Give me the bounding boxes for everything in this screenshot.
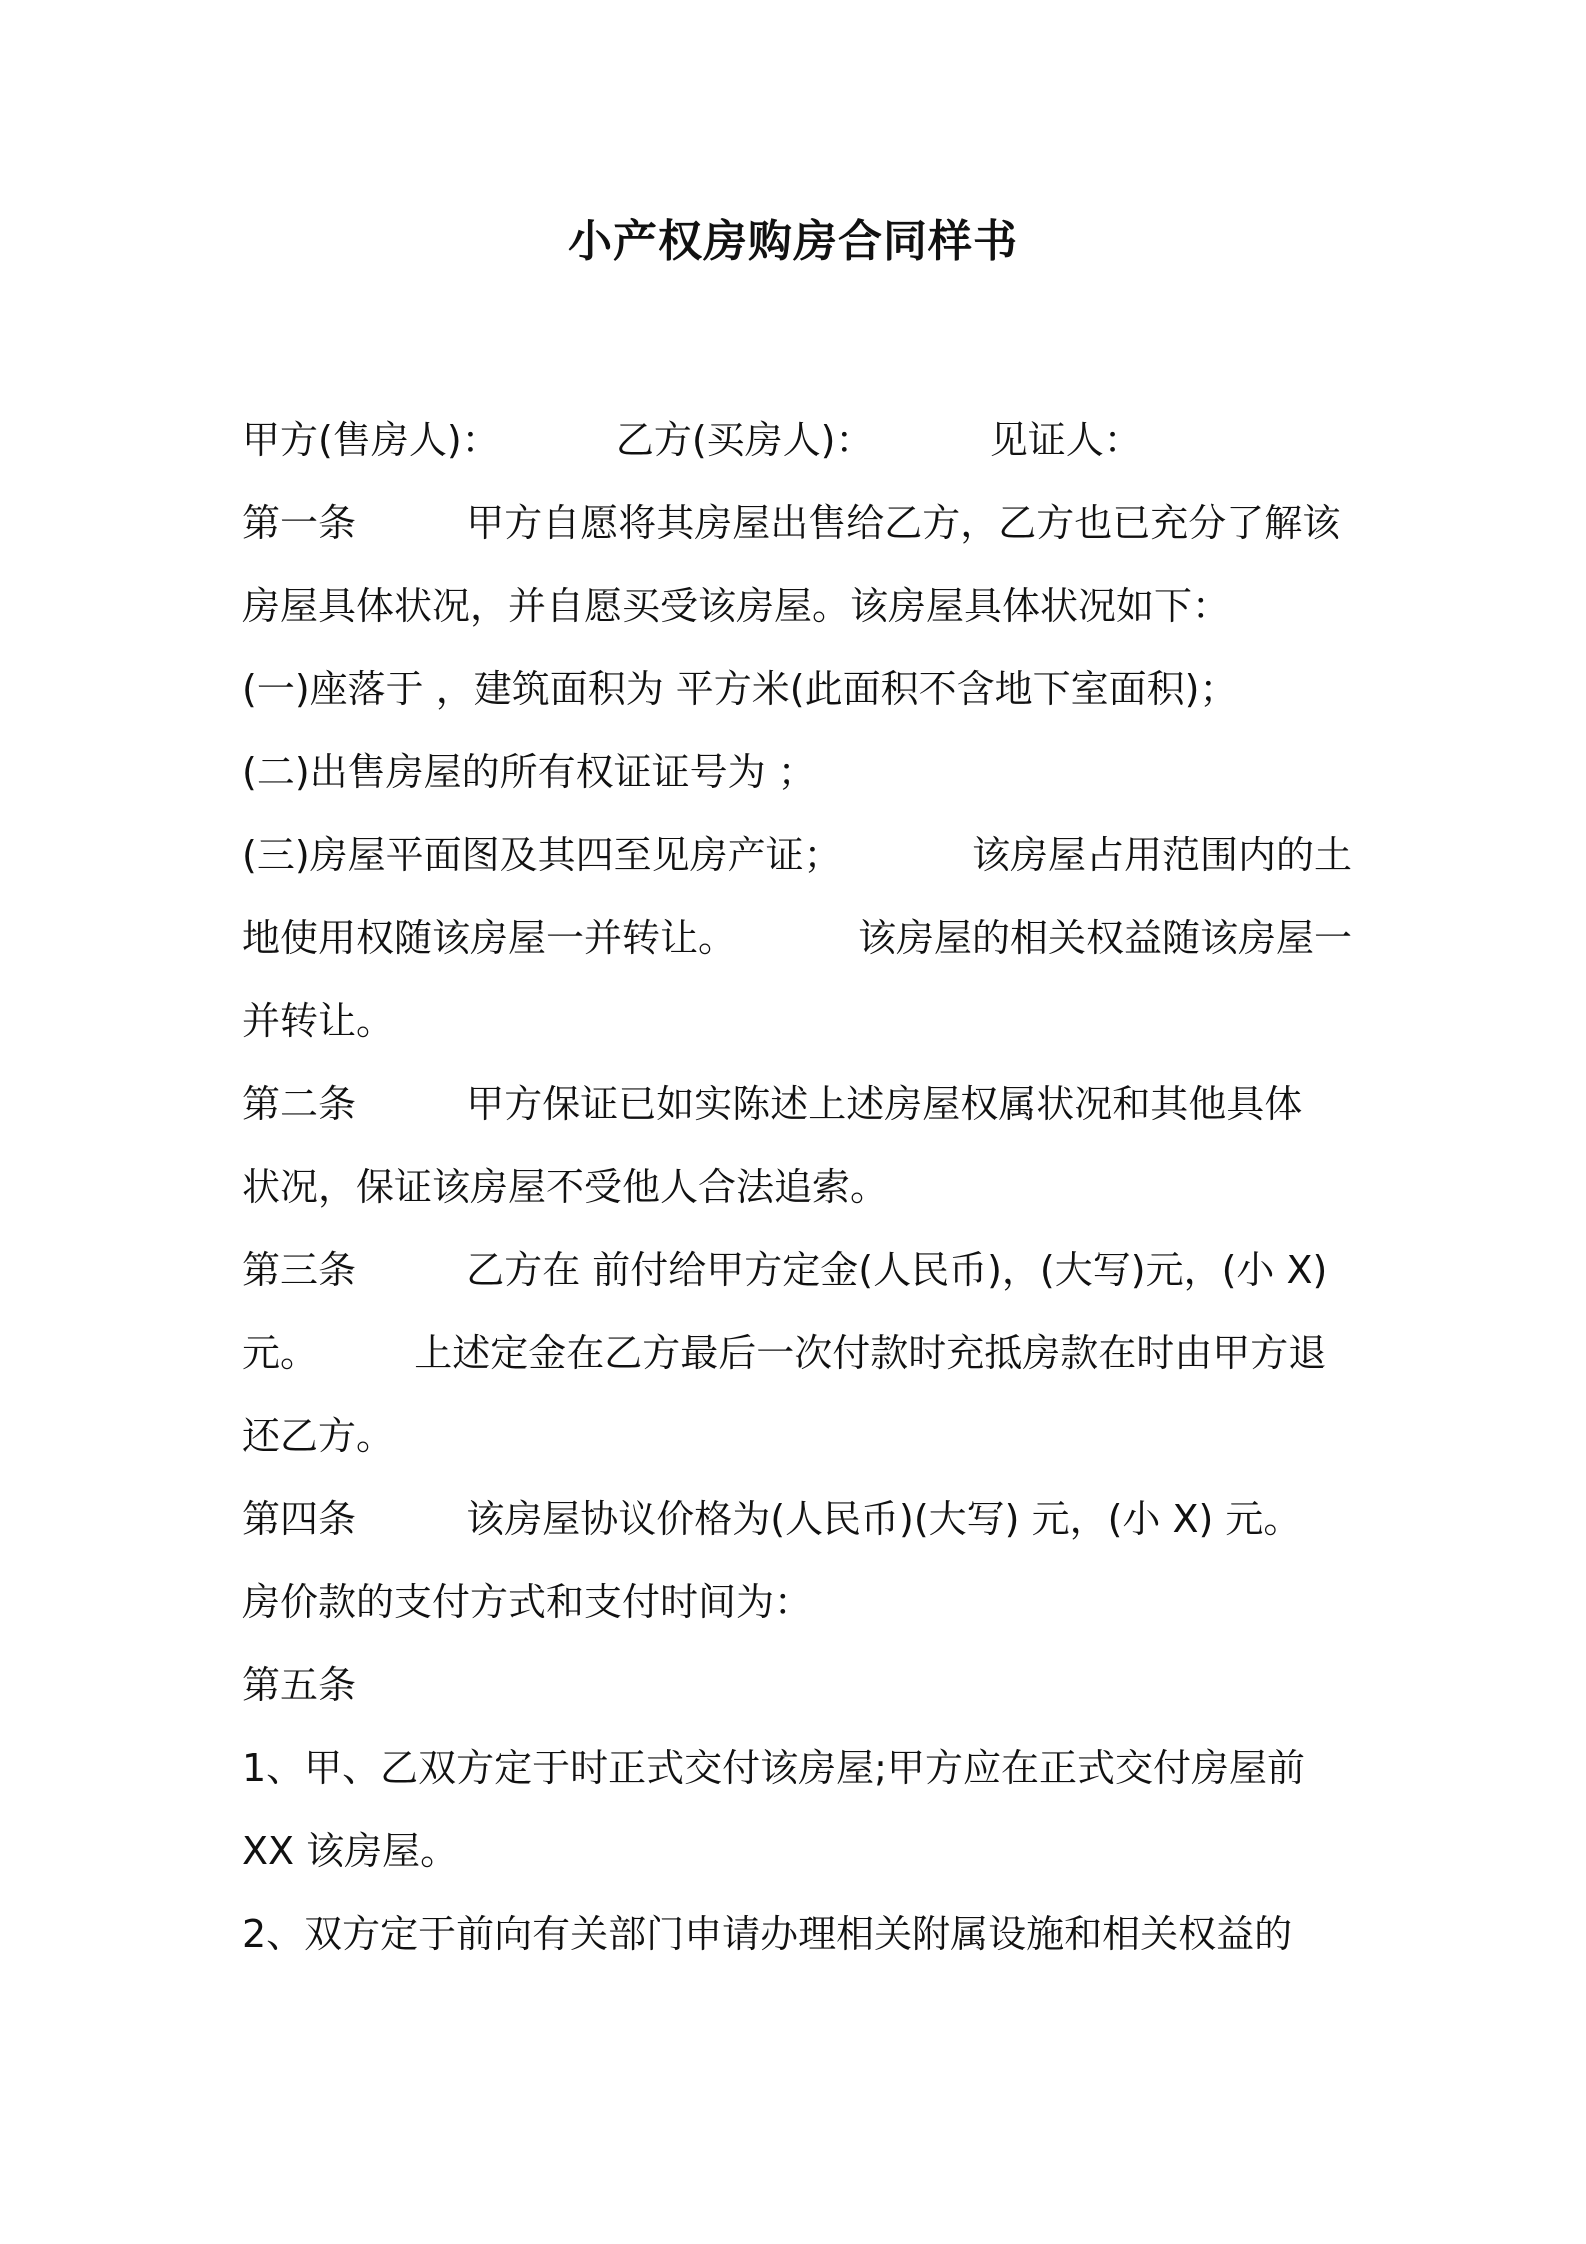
article-2-line-2: 状况，保证该房屋不受他人合法追索。 (242, 1165, 889, 1209)
article-3-line-1 (242, 1244, 1352, 1296)
article-label: 第四条 (242, 1497, 357, 1541)
line-segment: 地使用权随该房屋一并转让。 (242, 916, 737, 960)
article-4-line-2: 房价款的支付方式和支付时间为： (242, 1580, 813, 1624)
article-text: 该房屋协议价格为(人民币)(大写) 元，(小 X) 元。 (466, 1497, 1302, 1541)
article-3-line-2 (242, 1327, 1352, 1379)
article-1-line-4: (二)出售房屋的所有权证证号为 ； (242, 750, 816, 794)
article-2-line-1 (242, 1078, 1352, 1130)
seller-label: 甲方(售房人)： (242, 418, 500, 462)
line-segment: 该房屋的相关权益随该房屋一 (857, 916, 1352, 960)
article-1-line-7: 并转让。 (242, 999, 395, 1043)
article-3-line-3: 还乙方。 (242, 1414, 395, 1458)
article-text: 乙方在 前付给甲方定金(人民币)，(大写)元，(小 X) (466, 1248, 1328, 1292)
buyer-label: 乙方(买房人)： (615, 418, 874, 462)
article-text: 甲方保证已如实陈述上述房屋权属状况和其他具体 (466, 1082, 1303, 1126)
article-text: 甲方自愿将其房屋出售给乙方，乙方也已充分了解该 (466, 501, 1341, 545)
article-label: 第三条 (242, 1248, 357, 1292)
article-5-label: 第五条 (242, 1663, 357, 1707)
line-segment: (三)房屋平面图及其四至见房产证； (242, 833, 842, 877)
article-1-line-6 (242, 912, 1352, 964)
parties-row (242, 414, 1352, 466)
witness-label: 见证人： (989, 418, 1142, 462)
article-5-line-1: 1、甲、乙双方定于时正式交付该房屋;甲方应在正式交付房屋前 (242, 1746, 1305, 1790)
article-label: 第二条 (242, 1082, 357, 1126)
article-5-line-2: XX 该房屋。 (242, 1829, 459, 1873)
article-1-line-5 (242, 829, 1352, 881)
article-1-line-2: 房屋具体状况，并自愿买受该房屋。该房屋具体状况如下： (242, 584, 1231, 628)
article-1-line-3: (一)座落于 ，建筑面积为 平方米(此面积不含地下室面积)； (242, 667, 1238, 711)
line-segment: 元。 (242, 1331, 319, 1375)
article-5-line-3: 2、双方定于前向有关部门申请办理相关附属设施和相关权益的 (242, 1912, 1293, 1956)
article-1-line-1 (242, 497, 1352, 549)
line-segment: 该房屋占用范围内的土 (971, 833, 1352, 877)
document-title: 小产权房购房合同样书 (568, 216, 1018, 267)
article-4-line-1 (242, 1493, 1352, 1545)
line-segment: 上述定金在乙方最后一次付款时充抵房款在时由甲方退 (414, 1331, 1327, 1375)
article-label: 第一条 (242, 501, 357, 545)
